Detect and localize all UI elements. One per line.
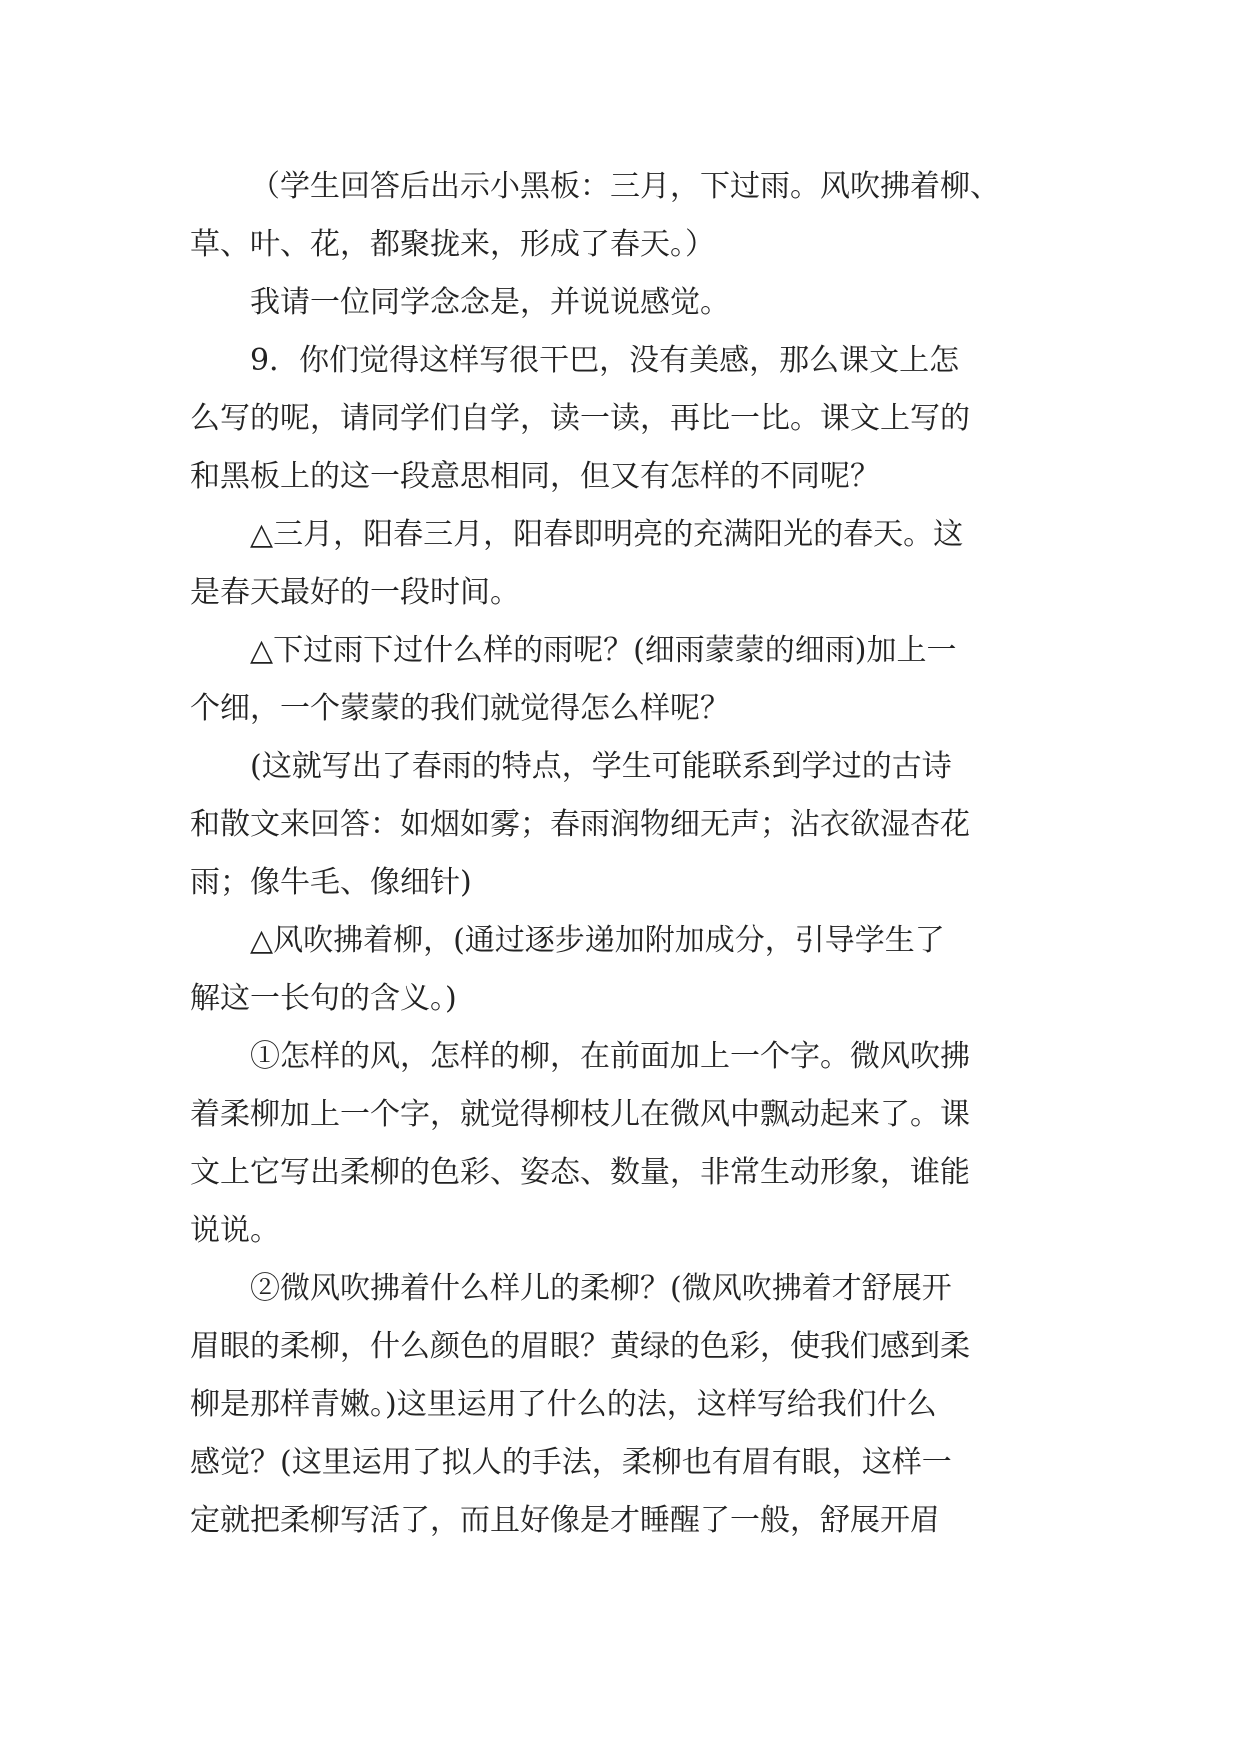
paragraph-8: ①怎样的风，怎样的柳，在前面加上一个字。微风吹拂 着柔柳加上一个字，就觉得柳枝儿在微风中飘动起来了。课 文上它写出柔柳的色彩、姿态、数量，非常生动形象，谁能 说说。: [190, 1039, 970, 1248]
document-body: [190, 158, 1070, 1550]
paragraph-1: （学生回答后出示小黑板：三月，下过雨。风吹拂着柳、 草、叶、花，都聚拢来，形成了春天。）: [190, 169, 1000, 262]
paragraph-3: 9．你们觉得这样写很干巴，没有美感，那么课文上怎 么写的呢，请同学们自学，读一读，再比一比。课文上写的 和黑板上的这一段意思相同，但又有怎样的不同呢？: [190, 343, 970, 494]
paragraph-2: 我请一位同学念念是，并说说感觉。: [250, 285, 730, 320]
paragraph-4: △三月，阳春三月，阳春即明亮的充满阳光的春天。这 是春天最好的一段时间。: [190, 517, 964, 610]
paragraph-9: ②微风吹拂着什么样儿的柔柳？(微风吹拂着才舒展开 眉眼的柔柳，什么颜色的眉眼？黄绿的色彩，使我们感到柔 柳是那样青嫩。)这里运用了什么的法，这样写给我们什么 感觉？(这里运用了拟人的手法，柔柳也有眉有眼，这样一 定就把柔柳写活了，而且好像是才睡醒了一般，舒展开眉: [190, 1271, 970, 1538]
paragraph-5: △下过雨下过什么样的雨呢？(细雨蒙蒙的细雨)加上一 个细，一个蒙蒙的我们就觉得怎么样呢？: [190, 633, 957, 726]
paragraph-7: △风吹拂着柳，(通过逐步递加附加成分，引导学生了 解这一长句的含义。): [190, 923, 945, 1016]
paragraph-6: (这就写出了春雨的特点，学生可能联系到学过的古诗 和散文来回答：如烟如雾；春雨润物细无声；沾衣欲湿杏花 雨；像牛毛、像细针): [190, 749, 970, 900]
